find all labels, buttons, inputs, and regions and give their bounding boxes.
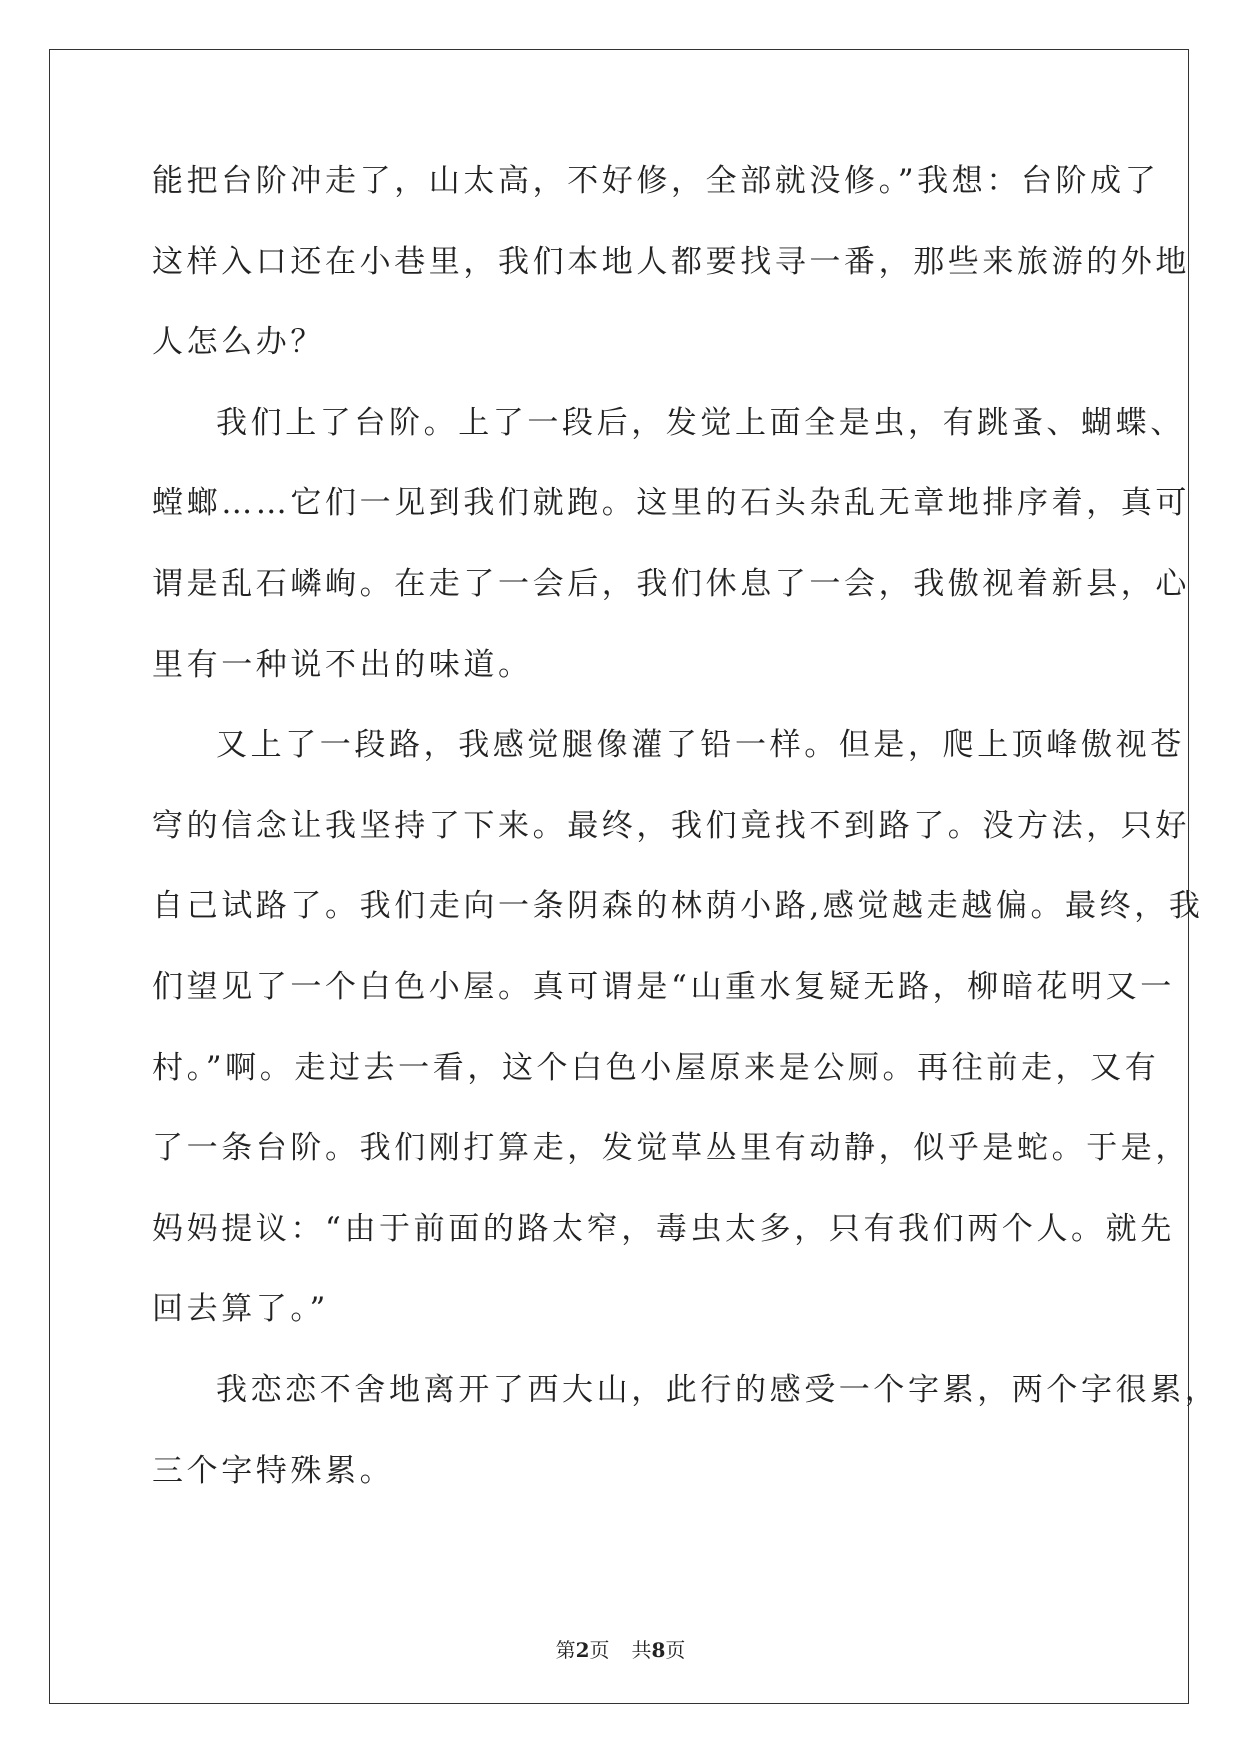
page-footer: [0, 1638, 1241, 1662]
text-line: 们望见了一个白色小屋。真可谓是“山重水复疑无路，柳暗花明又一: [152, 968, 1175, 1005]
text-line: 自己试路了。我们走向一条阴森的林荫小路,感觉越走越偏。最终，我: [152, 888, 1204, 925]
page-suffix: 页: [589, 1638, 610, 1662]
text-line: 这样入口还在小巷里，我们本地人都要找寻一番，那些来旅游的外地: [152, 243, 1190, 280]
paragraph: [152, 150, 1190, 392]
text-line: 三个字特殊累。: [152, 1452, 395, 1489]
paragraph: [152, 392, 1190, 714]
total-suffix: 页: [665, 1638, 686, 1662]
text-line: 又上了一段路，我感觉腿像灌了铅一样。但是，爬上顶峰傲视苍: [216, 727, 1185, 764]
text-line: 回去算了。”: [152, 1291, 329, 1328]
text-line: 村。”啊。走过去一看，这个白色小屋原来是公厕。再往前走，又有: [152, 1049, 1160, 1086]
document-body: [152, 150, 1220, 1520]
text-line: 我们上了台阶。上了一段后，发觉上面全是虫，有跳蚤、蝴蝶、: [216, 404, 1185, 441]
paragraph: [152, 714, 1204, 1359]
text-line: 能把台阶冲走了，山太高，不好修，全部就没修。”我想：台阶成了: [152, 163, 1160, 199]
paragraph: [152, 1359, 1220, 1520]
text-line: 我恋恋不舍地离开了西大山，此行的感受一个字累，两个字很累，: [216, 1371, 1220, 1408]
text-line: 妈妈提议：“由于前面的路太窄，毒虫太多，只有我们两个人。就先: [152, 1210, 1175, 1247]
page-prefix: 第: [555, 1638, 576, 1662]
text-line: 穹的信念让我坚持了下来。最终，我们竟找不到路了。没方法，只好: [152, 807, 1190, 844]
text-line: 里有一种说不出的味道。: [152, 646, 533, 683]
text-line: 谓是乱石嶙峋。在走了一会后，我们休息了一会，我傲视着新县，心: [152, 565, 1190, 602]
text-line: 了一条台阶。我们刚打算走，发觉草丛里有动静，似乎是蛇。于是，: [152, 1130, 1190, 1167]
text-line: 螳螂……它们一见到我们就跑。这里的石头杂乱无章地排序着，真可: [152, 485, 1190, 522]
text-line: 人怎么办？: [152, 324, 325, 361]
current-page-number: 2: [575, 1638, 590, 1662]
total-prefix: 共: [631, 1638, 652, 1662]
total-page-number: 8: [651, 1638, 666, 1662]
